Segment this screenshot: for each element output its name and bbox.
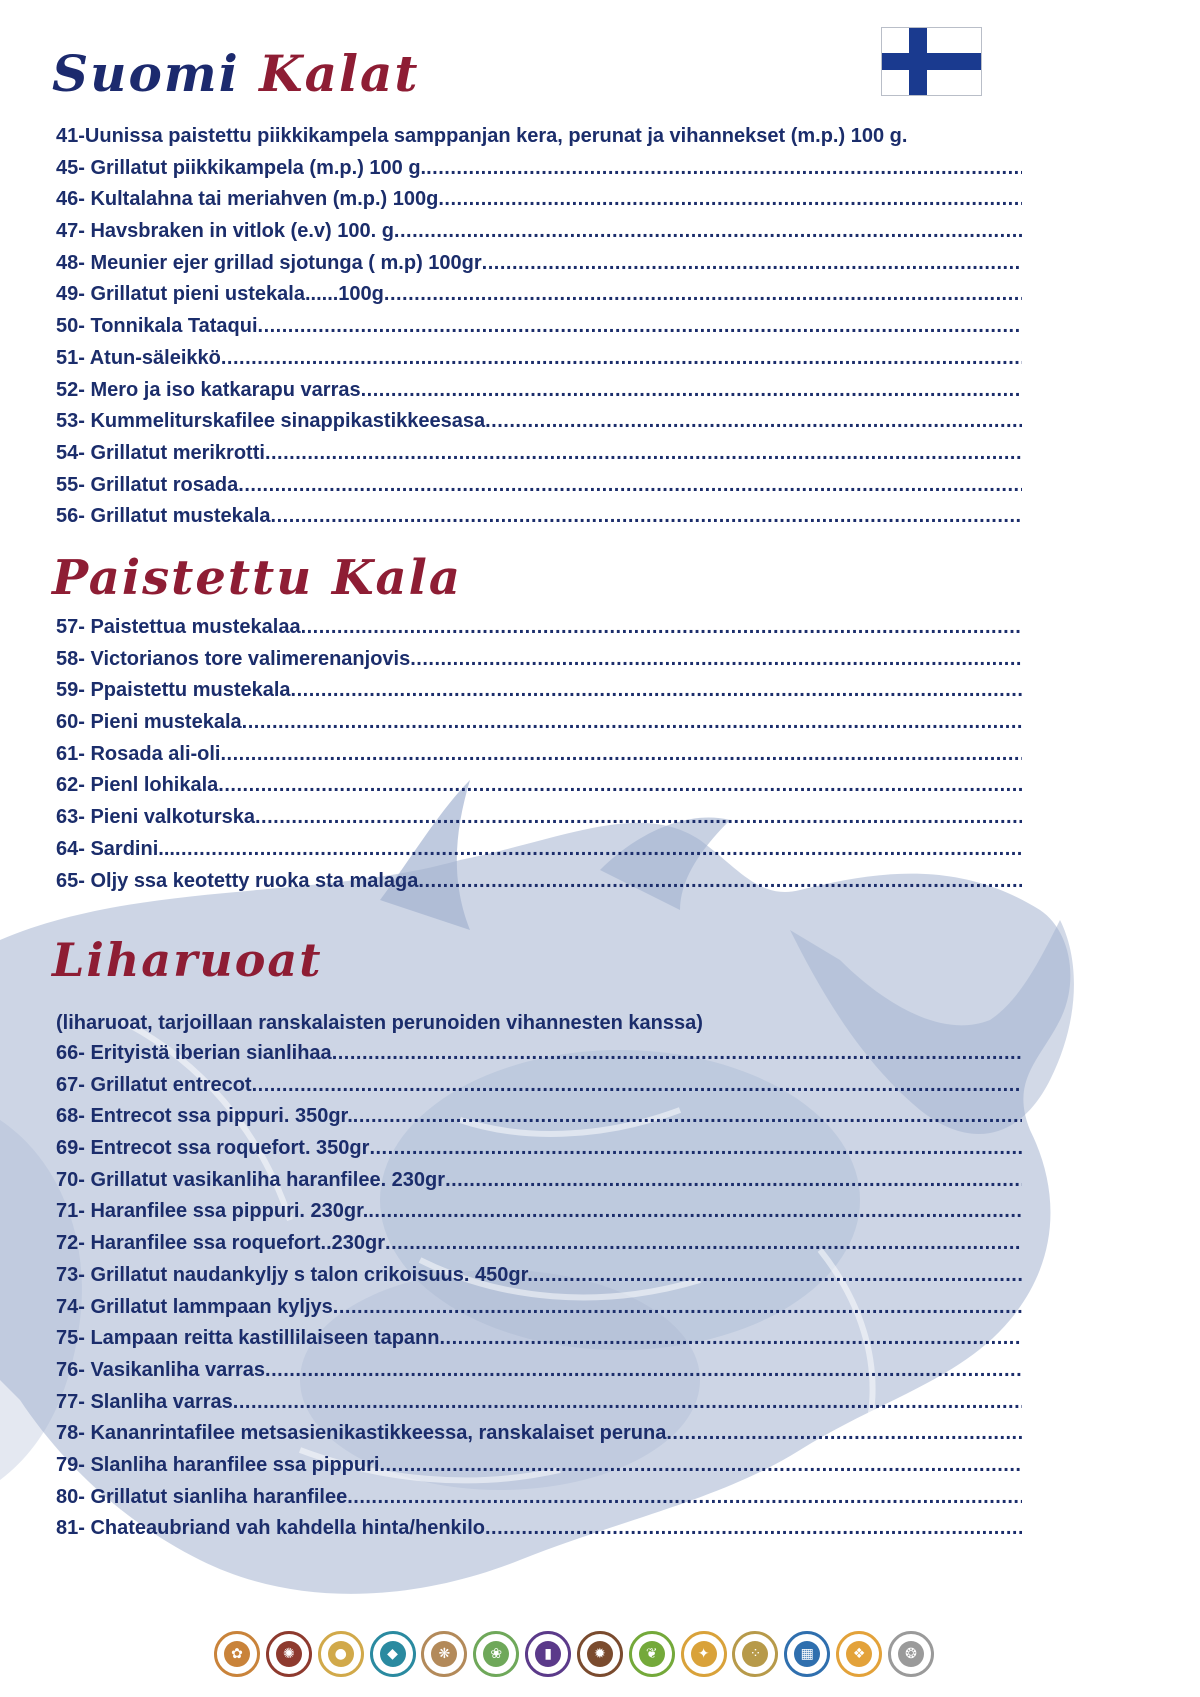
- lupin-icon: [836, 1631, 882, 1677]
- celery-icon-glyph: ❦: [639, 1641, 665, 1667]
- menu-item-text: 54- Grillatut merikrotti: [56, 441, 265, 464]
- menu-item-text: 47- Havsbraken in vitlok (e.v) 100. g: [56, 220, 394, 243]
- dot-leader: [291, 679, 1022, 702]
- egg-icon-glyph: ●: [328, 1641, 354, 1667]
- menu-item: [56, 1422, 1022, 1454]
- dot-leader: [485, 410, 1022, 433]
- dot-leader: [385, 1232, 1022, 1255]
- nuts-icon-glyph: ✹: [587, 1641, 613, 1667]
- soy-icon: [473, 1631, 519, 1677]
- menu-item-text: 76- Vasikanliha varras: [56, 1358, 266, 1381]
- dot-leader: [347, 1486, 1022, 1509]
- menu-item-text: 45- Grillatut piikkikampela (m.p.) 100 g.: [56, 156, 427, 179]
- menu-item: [56, 1169, 1022, 1201]
- menu-item-text: 70- Grillatut vasikanliha haranfilee. 230gr: [56, 1168, 446, 1191]
- dot-leader: [426, 157, 1022, 180]
- menu-item: [56, 379, 1022, 411]
- menu-item: [56, 870, 1022, 902]
- menu-item: [56, 616, 1022, 648]
- menu-item: [56, 711, 1022, 743]
- menu-item-text: 63- Pieni valkoturska: [56, 806, 255, 829]
- dot-leader: [233, 1391, 1022, 1414]
- wheat-gluten-icon: [214, 1631, 260, 1677]
- dot-leader: [438, 188, 1022, 211]
- menu-item-text: 48- Meunier ejer grillad sjotunga ( m.p) 100gr: [56, 251, 482, 274]
- menu-item-text: 55- Grillatut rosada: [56, 473, 239, 496]
- menu-item-text: 68- Entrecot ssa pippuri. 350gr.: [56, 1105, 353, 1128]
- dot-leader: [265, 442, 1022, 465]
- menu-item: [56, 474, 1022, 506]
- milk-icon-glyph: ▮: [535, 1641, 561, 1667]
- menu-item-text: 41-Uunissa paistettu piikkikampela samppanjan kera, perunat ja vihannekset (m.p.) 100 g.: [56, 125, 908, 147]
- dot-leader: [221, 347, 1022, 370]
- menu-item-text: 75- Lampaan reitta kastillilaiseen tapann: [56, 1327, 440, 1350]
- egg-icon: [318, 1631, 364, 1677]
- menu-item: [56, 774, 1022, 806]
- mollusc-icon-glyph: ❂: [898, 1641, 924, 1667]
- milk-icon: [525, 1631, 571, 1677]
- menu-item: [56, 188, 1022, 220]
- menu-item: [56, 1105, 1022, 1137]
- dot-leader: [252, 1074, 1022, 1097]
- menu-item-text: 77- Slanliha varras: [56, 1390, 233, 1413]
- menu-item: [56, 157, 1022, 189]
- crustacean-icon: [266, 1631, 312, 1677]
- menu-item: [56, 315, 1022, 347]
- dot-leader: [485, 1517, 1022, 1540]
- menu-item-text: 67- Grillatut entrecot: [56, 1073, 252, 1096]
- menu-item-text: 46- Kultalahna tai meriahven (m.p.) 100g: [56, 188, 439, 211]
- menu-item-text: 79- Slanliha haranfilee ssa pippuri: [56, 1453, 380, 1476]
- menu-item: [56, 1042, 1022, 1074]
- menu-item: [56, 679, 1022, 711]
- menu-item-text: 66- Erityistä iberian sianlihaa: [56, 1042, 332, 1064]
- dot-leader: [368, 1200, 1022, 1223]
- menu-item-text: 71- Haranfilee ssa pippuri. 230gr.: [56, 1200, 369, 1223]
- section-title-suomi-kalat: [52, 44, 419, 103]
- dot-leader: [301, 616, 1022, 639]
- menu-item: [56, 838, 1022, 870]
- menu-item: [56, 1454, 1022, 1486]
- menu-item-text: 52- Mero ja iso katkarapu varras: [56, 378, 361, 401]
- menu-item: [56, 252, 1022, 284]
- menu-item-text: 62- Pienl lohikala: [56, 774, 219, 797]
- dot-leader: [482, 252, 1022, 275]
- peanut-icon-glyph: ❋: [431, 1641, 457, 1667]
- menu-item: [56, 743, 1022, 775]
- section-title-paistettu-kala: Paistettu Kala: [52, 550, 462, 606]
- menu-item: [56, 220, 1022, 252]
- dot-leader: [379, 1454, 1022, 1477]
- dot-leader: [353, 1105, 1022, 1128]
- celery-icon: [629, 1631, 675, 1677]
- dot-leader: [394, 220, 1022, 243]
- section-title-word-1: Suomi: [52, 44, 240, 103]
- dot-leader: [384, 283, 1022, 306]
- menu-item-text: 73- Grillatut naudankyljy s talon crikoisuus. 450gr.: [56, 1263, 533, 1286]
- fried-fish-list: [56, 616, 1022, 901]
- dot-leader: [271, 505, 1022, 528]
- menu-item: [56, 347, 1022, 379]
- finland-flag-graphic: [882, 28, 981, 95]
- dot-leader: [332, 1042, 1022, 1065]
- sesame-icon: [732, 1631, 778, 1677]
- menu-item: [56, 1359, 1022, 1391]
- menu-item: [56, 1074, 1022, 1106]
- dot-leader: [265, 1359, 1022, 1382]
- crustacean-icon-glyph: ✺: [276, 1641, 302, 1667]
- fish-icon: [370, 1631, 416, 1677]
- fish-dishes-list: [56, 125, 1022, 537]
- menu-item: [56, 1264, 1022, 1296]
- menu-item-text: 81- Chateaubriand vah kahdella hinta/henkilo: [56, 1517, 485, 1540]
- menu-item-text: 50- Tonnikala Tataqui: [56, 315, 258, 338]
- menu-item: [56, 125, 1022, 157]
- menu-item: [56, 1517, 1022, 1549]
- menu-item-text: 59- Ppaistettu mustekala: [56, 679, 291, 702]
- menu-item: [56, 1232, 1022, 1264]
- nuts-icon: [577, 1631, 623, 1677]
- menu-item: [56, 410, 1022, 442]
- menu-item-text: 53- Kummeliturskafilee sinappikastikkeesasa: [56, 410, 486, 433]
- menu-item-text: 57- Paistettua mustekalaa: [56, 616, 301, 638]
- menu-item: [56, 283, 1022, 315]
- menu-item-text: 72- Haranfilee ssa roquefort..230gr: [56, 1232, 386, 1255]
- menu-item-text: 61- Rosada ali-oli: [56, 742, 221, 765]
- dot-leader: [666, 1422, 1022, 1445]
- dot-leader: [221, 743, 1023, 766]
- dot-leader: [410, 648, 1022, 671]
- soy-icon-glyph: ❀: [483, 1641, 509, 1667]
- section-title-liharuoat: Liharuoat: [52, 933, 323, 987]
- dot-leader: [369, 1137, 1022, 1160]
- menu-item-text: 64- Sardini...: [56, 837, 175, 860]
- menu-item: [56, 1486, 1022, 1518]
- dot-leader: [361, 379, 1022, 402]
- wheat-gluten-icon-glyph: ✿: [224, 1641, 250, 1667]
- menu-item: [56, 1137, 1022, 1169]
- menu-item: [56, 648, 1022, 680]
- menu-item-text: 65- Oljy ssa keotetty ruoka sta malaga: [56, 869, 419, 892]
- menu-item-text: 56- Grillatut mustekala: [56, 505, 271, 528]
- sesame-icon-glyph: ⁘: [742, 1641, 768, 1667]
- dot-leader: [333, 1296, 1022, 1319]
- menu-item-text: 80- Grillatut sianliha haranfilee: [56, 1485, 348, 1508]
- menu-item-text: 58- Victorianos tore valimerenanjovis: [56, 647, 411, 670]
- menu-item-text: 51- Atun-säleikkö: [56, 346, 221, 369]
- menu-item-text: 49- Grillatut pieni ustekala......100g: [56, 283, 384, 306]
- allergen-icons-row: [214, 1628, 934, 1680]
- dot-leader: [175, 838, 1022, 861]
- meat-dishes-list: [56, 1042, 1022, 1549]
- menu-item-text: 69- Entrecot ssa roquefort. 350gr: [56, 1137, 370, 1160]
- dot-leader: [218, 774, 1022, 797]
- dot-leader: [238, 474, 1022, 497]
- menu-item: [56, 1327, 1022, 1359]
- mustard-icon-glyph: ✦: [691, 1641, 717, 1667]
- dot-leader: [418, 870, 1022, 893]
- menu-item-text: 74- Grillatut lammpaan kyljys: [56, 1295, 333, 1318]
- finland-flag-icon: [881, 27, 982, 96]
- menu-item: [56, 1200, 1022, 1232]
- peanut-icon: [421, 1631, 467, 1677]
- lupin-icon-glyph: ❖: [846, 1641, 872, 1667]
- sulphites-icon-glyph: ▦: [794, 1641, 820, 1667]
- dot-leader: [255, 806, 1022, 829]
- menu-item: [56, 505, 1022, 537]
- menu-item: [56, 1296, 1022, 1328]
- mollusc-icon: [888, 1631, 934, 1677]
- dot-leader: [439, 1327, 1022, 1350]
- dot-leader: [445, 1169, 1022, 1192]
- menu-item: [56, 1391, 1022, 1423]
- dot-leader: [242, 711, 1022, 734]
- dot-leader: [533, 1264, 1022, 1287]
- mustard-icon: [681, 1631, 727, 1677]
- menu-item-text: 78- Kananrintafilee metsasienikastikkeessa, ranskalaiset peruna: [56, 1422, 667, 1445]
- meat-section-note: (liharuoat, tarjoillaan ranskalaisten perunoiden vihannesten kanssa): [56, 1012, 703, 1034]
- menu-item: [56, 442, 1022, 474]
- sulphites-icon: [784, 1631, 830, 1677]
- menu-item-text: 60- Pieni mustekala: [56, 711, 242, 734]
- menu-item: [56, 806, 1022, 838]
- section-title-word-2: Kalat: [259, 44, 420, 103]
- dot-leader: [258, 315, 1022, 338]
- fish-icon-glyph: ◆: [380, 1641, 406, 1667]
